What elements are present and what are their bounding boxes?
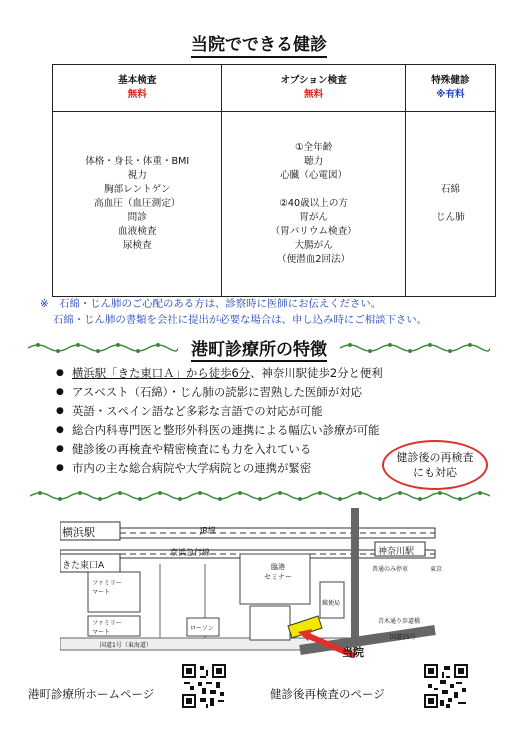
- clinic-label: 当院: [342, 646, 364, 659]
- list-item: ● 健診後の再検査や精密検査にも力を入れている: [56, 440, 486, 459]
- recheck-page-label: 健診後再検査のページ: [270, 687, 385, 701]
- kanagawa-station-label: 神奈川駅: [378, 547, 415, 557]
- header-basic: 基本検査 無料: [53, 65, 222, 112]
- lawson-label: ローソン: [190, 625, 214, 632]
- homepage-label: 港町診療所ホームページ: [28, 687, 155, 701]
- homepage-qr-code[interactable]: [182, 664, 226, 708]
- keikyu-line-label: 京浜急行線: [170, 548, 210, 557]
- local-only-label: 普通のみ停車: [372, 566, 409, 573]
- list-item: ● 横浜駅「きた東口Ａ」から徒歩6分、神奈川駅徒歩2分と便利: [56, 364, 486, 383]
- rinko-seminar-label: 臨港 セミナー: [264, 563, 292, 581]
- list-item: ● 市内の主な総合病院や大学病院との連携が緊密: [56, 459, 486, 478]
- header-option: オプション検査 無料: [222, 65, 405, 112]
- list-item: ● 総合内科専門医と整形外科医の連携による幅広い診療が可能: [56, 421, 486, 440]
- list-item: ● 英語・スペイン語など多彩な言語での対応が可能: [56, 402, 486, 421]
- vine-decoration-bottom: [30, 490, 490, 502]
- features-title: 港町診療所の特徴: [191, 340, 327, 360]
- route1-label: 国道1号（東海道）: [100, 642, 152, 649]
- access-map: [60, 508, 450, 658]
- special-items-cell: 石綿 じん肺: [405, 112, 495, 297]
- list-item: ● アスベスト（石綿）・じん肺の読影に習熟した医師が対応: [56, 383, 486, 402]
- family-mart-label: ファミリー マート: [92, 580, 122, 596]
- route15-label: 国道15号: [390, 634, 416, 641]
- family-mart-label: ファミリー マート: [92, 620, 122, 636]
- page-title: 当院でできる健診: [0, 30, 518, 55]
- recheck-qr-code[interactable]: [424, 664, 468, 708]
- yokohama-station-label: 横浜駅: [62, 526, 95, 539]
- notes: ※ 石綿・じん肺のご心配のある方は、診察時に医師にお伝えください。 石綿・じん肺の書類を会社に提出が必要な場合は、申し込み時にご相談下さい。: [40, 298, 428, 326]
- tokyo-label: 東京: [430, 566, 443, 573]
- header-special: 特殊健診 ※有料: [405, 65, 495, 112]
- basic-items-cell: 体格・身長・体重・BMI 視力 胸部レントゲン 高血圧（血圧測定） 問診 血液検査 尿検査: [53, 112, 222, 297]
- recheck-circle-note: 健診後の再検査 にも対応: [382, 440, 488, 490]
- jr-line-label: JR線: [200, 526, 216, 535]
- aoki-bridge-label: 青木通り歩道橋: [378, 618, 421, 625]
- kita-exit-label: きた東口A: [62, 561, 105, 571]
- post-office-label: 郵便局: [322, 600, 341, 607]
- option-items-cell: ①全年齢 聴力 心臓（心電図） ②40歳以上の方 胃がん （胃バリウム検査） 大腸がん （便潜血2回法）: [222, 112, 405, 297]
- exam-table: [52, 64, 496, 297]
